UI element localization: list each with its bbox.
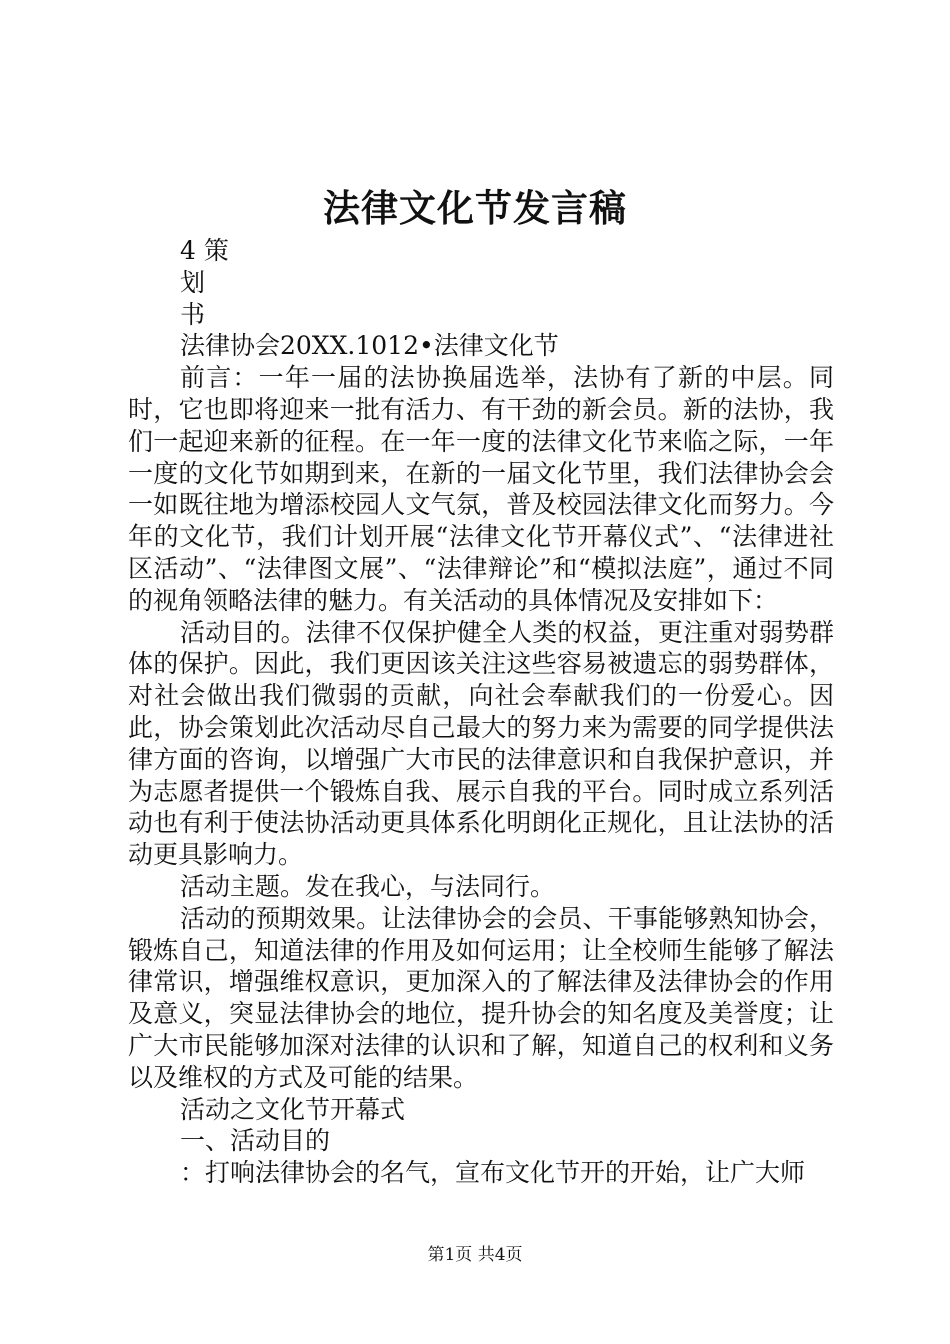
paragraph-expected-effect: 活动的预期效果。让法律协会的会员、干事能够熟知协会，锻炼自己，知道法律的作用及如何运用；让全校师生能够了解法律常识，增强维权意识，更加深入的了解法律及法律协会的作用及意义，突显法律协会的地位，提升协会的知名度及美誉度；让广大市民能够加深对法律的认识和了解，知道自己的权利和义务以及维权的方式及可能的结果。 xyxy=(128,903,834,1092)
document-title: 法律文化节发言稿 xyxy=(323,186,627,230)
paragraph-continued: ：打响法律协会的名气，宣布文化节开的开始，让广大师 xyxy=(180,1158,806,1188)
document-body xyxy=(128,235,834,1189)
section-heading: 活动之文化节开幕式 xyxy=(180,1094,406,1124)
subsection-heading: 一、活动目的 xyxy=(180,1126,331,1156)
paragraph-preface: 前言：一年一届的法协换届选举，法协有了新的中层。同时，它也即将迎来一批有活力、有干劲的新会员。新的法协，我们一起迎来新的征程。在一年一度的法律文化节来临之际，一年一度的文化节如期到来，在新的一届文化节里，我们法律协会会一如既往地为增添校园人文气氛，普及校园法律文化而努力。今年的文化节，我们计划开展“法律文化节开幕仪式”、“法律进社区活动”、“法律图文展”、“法律辩论”和“模拟法庭”，通过不同的视角领略法律的魅力。有关活动的具体情况及安排如下： xyxy=(128,363,834,615)
header-line: 4 策 xyxy=(180,236,229,265)
document-subtitle: 法律协会20XX.1012•法律文化节 xyxy=(180,331,559,361)
header-line: 划 xyxy=(180,267,206,297)
paragraph-purpose: 活动目的。法律不仅保护健全人类的权益，更注重对弱势群体的保护。因此，我们更因该关注这些容易被遗忘的弱势群体，对社会做出我们微弱的贡献，向社会奉献我们的一份爱心。因此，协会策划此次活动尽自己最大的努力来为需要的同学提供法律方面的咨询，以增强广大市民的法律意识和自我保护意识，并为志愿者提供一个锻炼自我、展示自我的平台。同时成立系列活动也有利于使法协活动更具体系化明朗化正规化，且让法协的活动更具影响力。 xyxy=(128,617,834,870)
paragraph-theme: 活动主题。发在我心，与法同行。 xyxy=(180,871,556,901)
header-line: 书 xyxy=(180,299,206,329)
page-footer: 第1页 共4页 xyxy=(427,1245,523,1265)
